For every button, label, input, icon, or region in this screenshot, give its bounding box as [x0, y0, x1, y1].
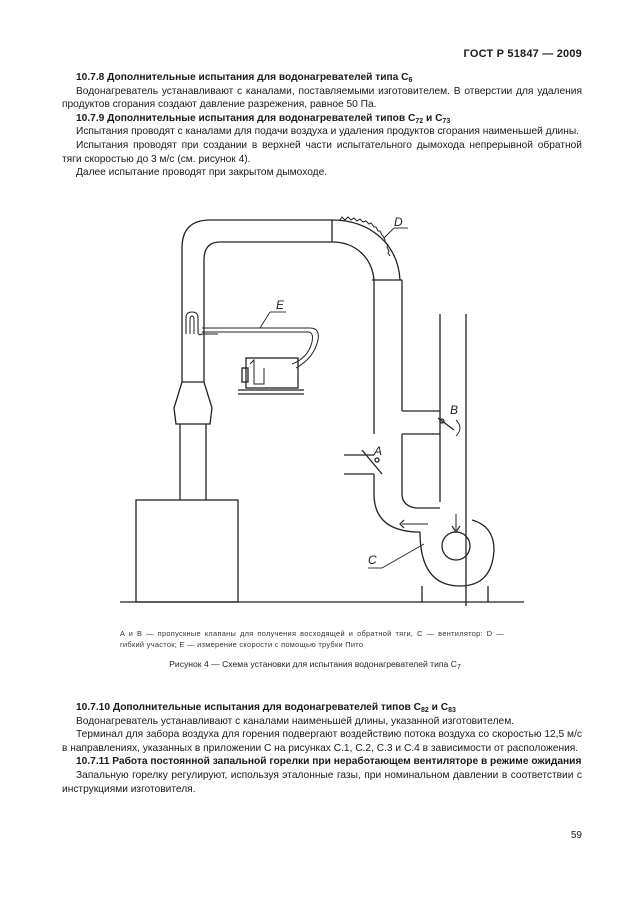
- valve-a-pivot: [375, 458, 379, 462]
- chimney-elbow: [204, 242, 332, 260]
- label-e: E: [276, 298, 285, 312]
- valve-b-arrow: [456, 420, 460, 436]
- paragraph: Водонагреватель устанавливают с каналами, поставляемыми изготовителем. В отверстии для удаления продуктов сгорания создают давление разрежения, равное 50 Па.: [62, 85, 582, 111]
- paragraph: Водонагреватель устанавливают с каналами наименьшей длины, указанной изготовителем.: [76, 715, 515, 727]
- pitot-line: [202, 328, 318, 368]
- page-number: 59: [570, 830, 582, 841]
- paragraph: Запальную горелку регулируют, используя эталонные газы, при номинальном давлении в соответствии с инструкциями изготовителя.: [62, 769, 582, 795]
- test-setup-diagram: [120, 208, 540, 610]
- section-heading-10-7-10: 10.7.10 Дополнительные испытания для водонагревателей типов $C_{82}$ и $C_{83}$: [76, 702, 456, 714]
- paragraph: Далее испытание проводят при закрытом дымоходе.: [76, 167, 328, 179]
- text-block-bottom: [62, 701, 582, 796]
- pitot-tube: [186, 312, 218, 335]
- chimney-elbow: [182, 220, 332, 248]
- label-d: D: [394, 215, 403, 229]
- water-heater-body: [136, 500, 238, 602]
- manometer-tap: [242, 368, 248, 382]
- paragraph: Испытания проводят при создании в верхней части испытательного дымохода непрерывной обратной тяги скоростью до 3 м/с (см. рисунок 4).: [62, 139, 582, 165]
- label-c: C: [368, 553, 377, 567]
- label-a: A: [374, 444, 383, 458]
- fan-inlet-bend: [374, 474, 416, 532]
- label-leader: [384, 228, 394, 238]
- figure-caption: Рисунок 4 — Схема установки для испытания водонагревателей типа $C_7$: [169, 659, 461, 671]
- paragraph: Терминал для забора воздуха для горения подвергают воздействию потока воздуха со скоростью 12,5 м/с в направлениях, указанных в приложении C на рисунках C.1, C.2, C.3 и C.4 в зависимости от расположения.: [62, 729, 582, 754]
- corrugation: [340, 217, 390, 256]
- label-leader: [260, 312, 270, 328]
- section-heading-10-7-11: 10.7.11 Работа постоянной запальной горелки при неработающем вентиляторе в режиме ожидания: [76, 756, 582, 768]
- flexible-section: [332, 220, 400, 280]
- fan-inlet-bend: [402, 494, 416, 508]
- figure-legend: A и B — пропускные клапаны для получения восходящей и обратной тяги, C — вентилятор: D — гибкий участок; E — измерение скорости с помощью трубки Пито: [120, 629, 504, 649]
- paragraph: Испытания проводят с каналами для подачи воздуха и удаления продуктов сгорания наименьшей длины.: [76, 126, 580, 138]
- label-b: B: [450, 403, 459, 417]
- section-heading-10-7-9: 10.7.9 Дополнительные испытания для водонагревателей типов $C_{72}$ и $C_{73}$: [76, 112, 451, 125]
- label-leader: [382, 544, 424, 568]
- pitot-line: [202, 332, 313, 364]
- draught-diverter: [174, 382, 212, 424]
- section-heading-10-7-8: 10.7.8 Дополнительные испытания для водонагревателей типа $C_6$: [76, 72, 413, 84]
- standard-header: ГОСТ Р 51847 — 2009: [463, 48, 582, 60]
- text-block-top: [62, 71, 582, 180]
- pitot-tube-inner: [190, 316, 194, 334]
- manometer-tube: [250, 360, 264, 384]
